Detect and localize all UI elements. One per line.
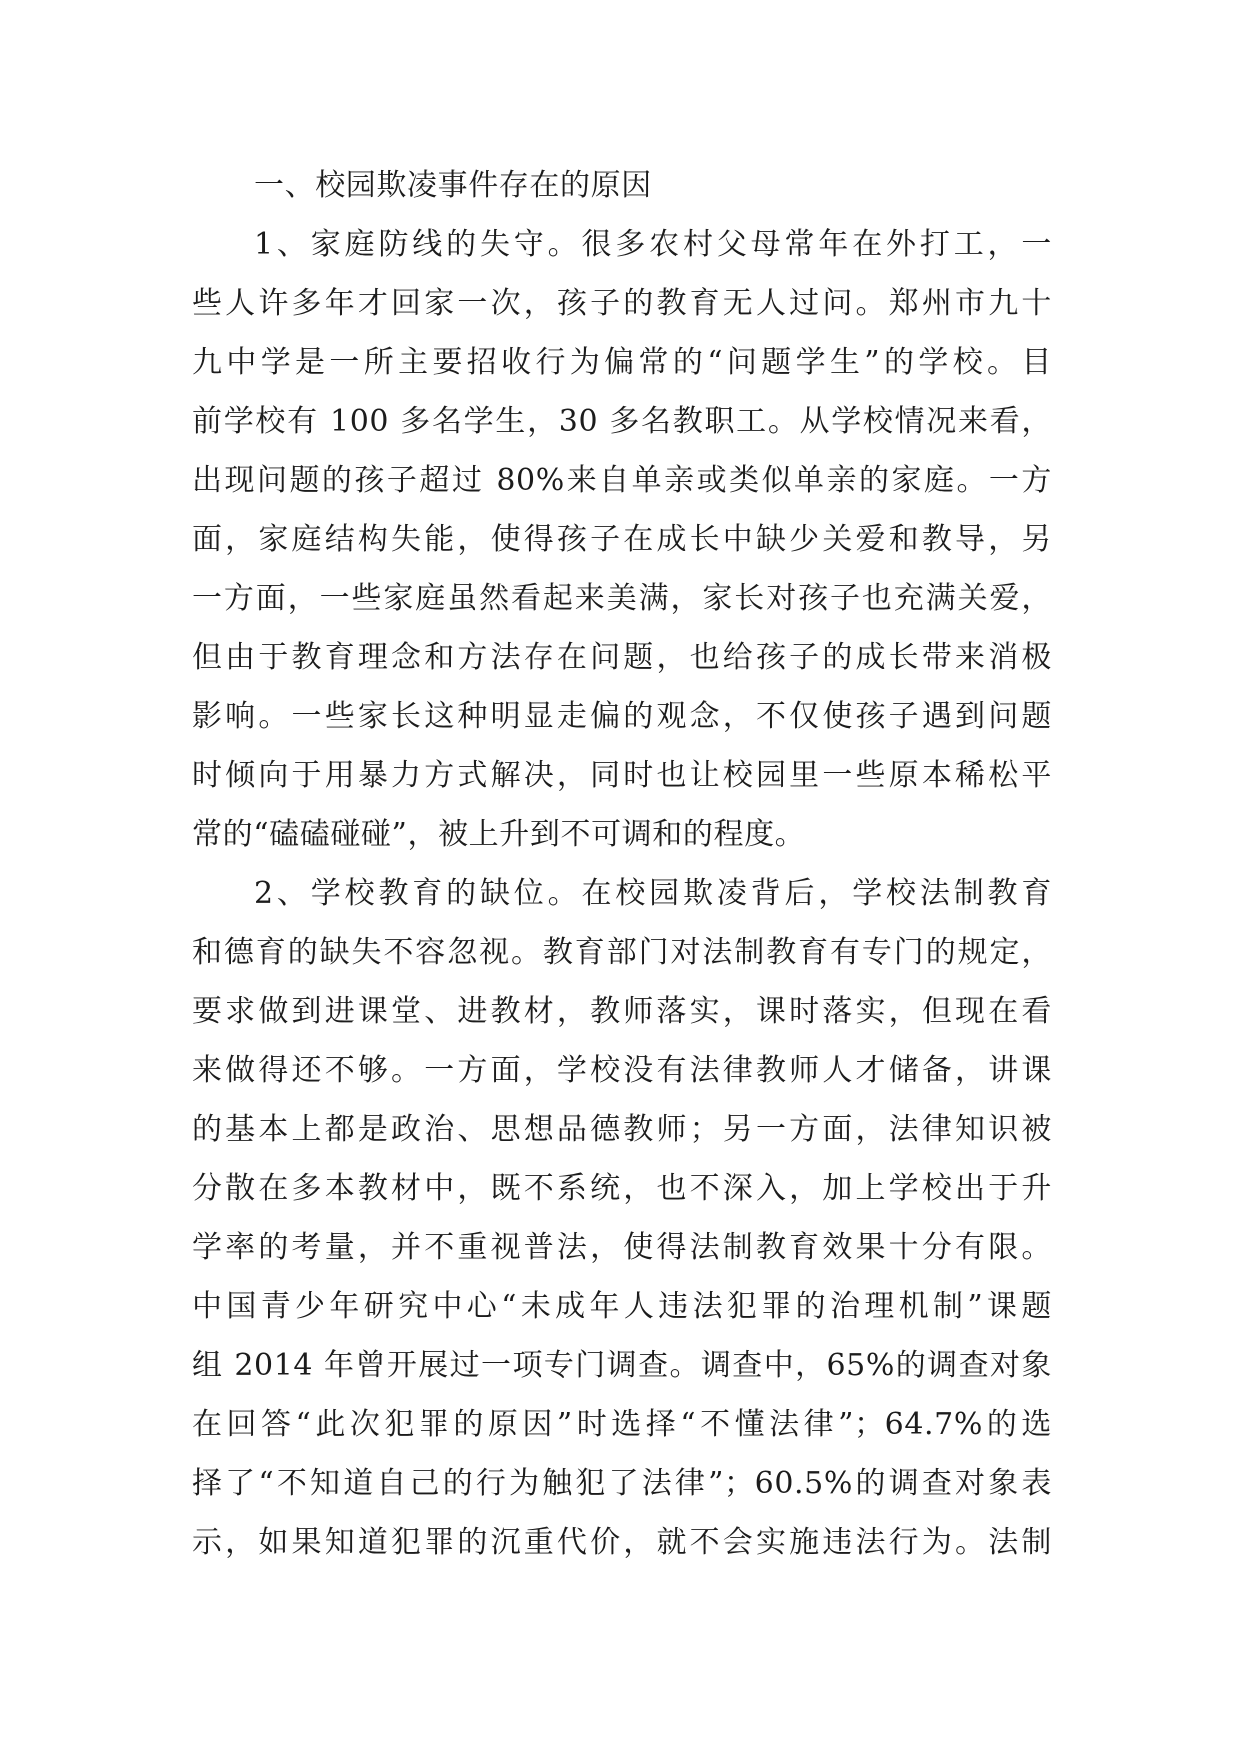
paragraph-line: 学率的考量，并不重视普法，使得法制教育效果十分有限。 [192,1230,1052,1265]
document-body [192,156,1052,1572]
paragraph-family-factors [192,215,1052,864]
paragraph-line: 面，家庭结构失能，使得孩子在成长中缺少关爱和教导，另 [192,522,1052,557]
paragraph-line: 组 2014 年曾开展过一项专门调查。调查中，65%的调查对象 [192,1348,1052,1383]
paragraph-line: 前学校有 100 多名学生，30 多名教职工。从学校情况来看， [192,404,1052,439]
paragraph-line: 要求做到进课堂、进教材，教师落实，课时落实，但现在看 [192,994,1052,1029]
paragraph-line: 择了“不知道自己的行为触犯了法律”；60.5%的调查对象表 [192,1466,1052,1501]
paragraph-school-factors [192,864,1052,1572]
paragraph-line: 2、学校教育的缺位。在校园欺凌背后，学校法制教育 [254,876,1052,911]
paragraph-line: 出现问题的孩子超过 80%来自单亲或类似单亲的家庭。一方 [192,463,1052,498]
paragraph-line: 影响。一些家长这种明显走偏的观念，不仅使孩子遇到问题 [192,699,1052,734]
paragraph-line: 示，如果知道犯罪的沉重代价，就不会实施违法行为。法制 [192,1525,1052,1560]
paragraph-line: 1、家庭防线的失守。很多农村父母常年在外打工，一 [254,227,1052,262]
paragraph-line: 和德育的缺失不容忽视。教育部门对法制教育有专门的规定， [192,935,1052,970]
paragraph-line: 一方面，一些家庭虽然看起来美满，家长对孩子也充满关爱， [192,581,1052,616]
paragraph-line: 的基本上都是政治、思想品德教师；另一方面，法律知识被 [192,1112,1052,1147]
paragraph-line: 常的“磕磕碰碰”，被上升到不可调和的程度。 [192,817,806,852]
paragraph-line: 九中学是一所主要招收行为偏常的“问题学生”的学校。目 [192,345,1052,380]
paragraph-line: 分散在多本教材中，既不系统，也不深入，加上学校出于升 [192,1171,1052,1206]
paragraph-line: 中国青少年研究中心“未成年人违法犯罪的治理机制”课题 [192,1289,1052,1324]
paragraph-line: 些人许多年才回家一次，孩子的教育无人过问。郑州市九十 [192,286,1052,321]
paragraph-line: 在回答“此次犯罪的原因”时选择“不懂法律”；64.7%的选 [192,1407,1052,1442]
section-heading: 一、校园欺凌事件存在的原因 [254,168,652,203]
paragraph-line: 但由于教育理念和方法存在问题，也给孩子的成长带来消极 [192,640,1052,675]
paragraph-line: 来做得还不够。一方面，学校没有法律教师人才储备，讲课 [192,1053,1052,1088]
paragraph-line: 时倾向于用暴力方式解决，同时也让校园里一些原本稀松平 [192,758,1052,793]
